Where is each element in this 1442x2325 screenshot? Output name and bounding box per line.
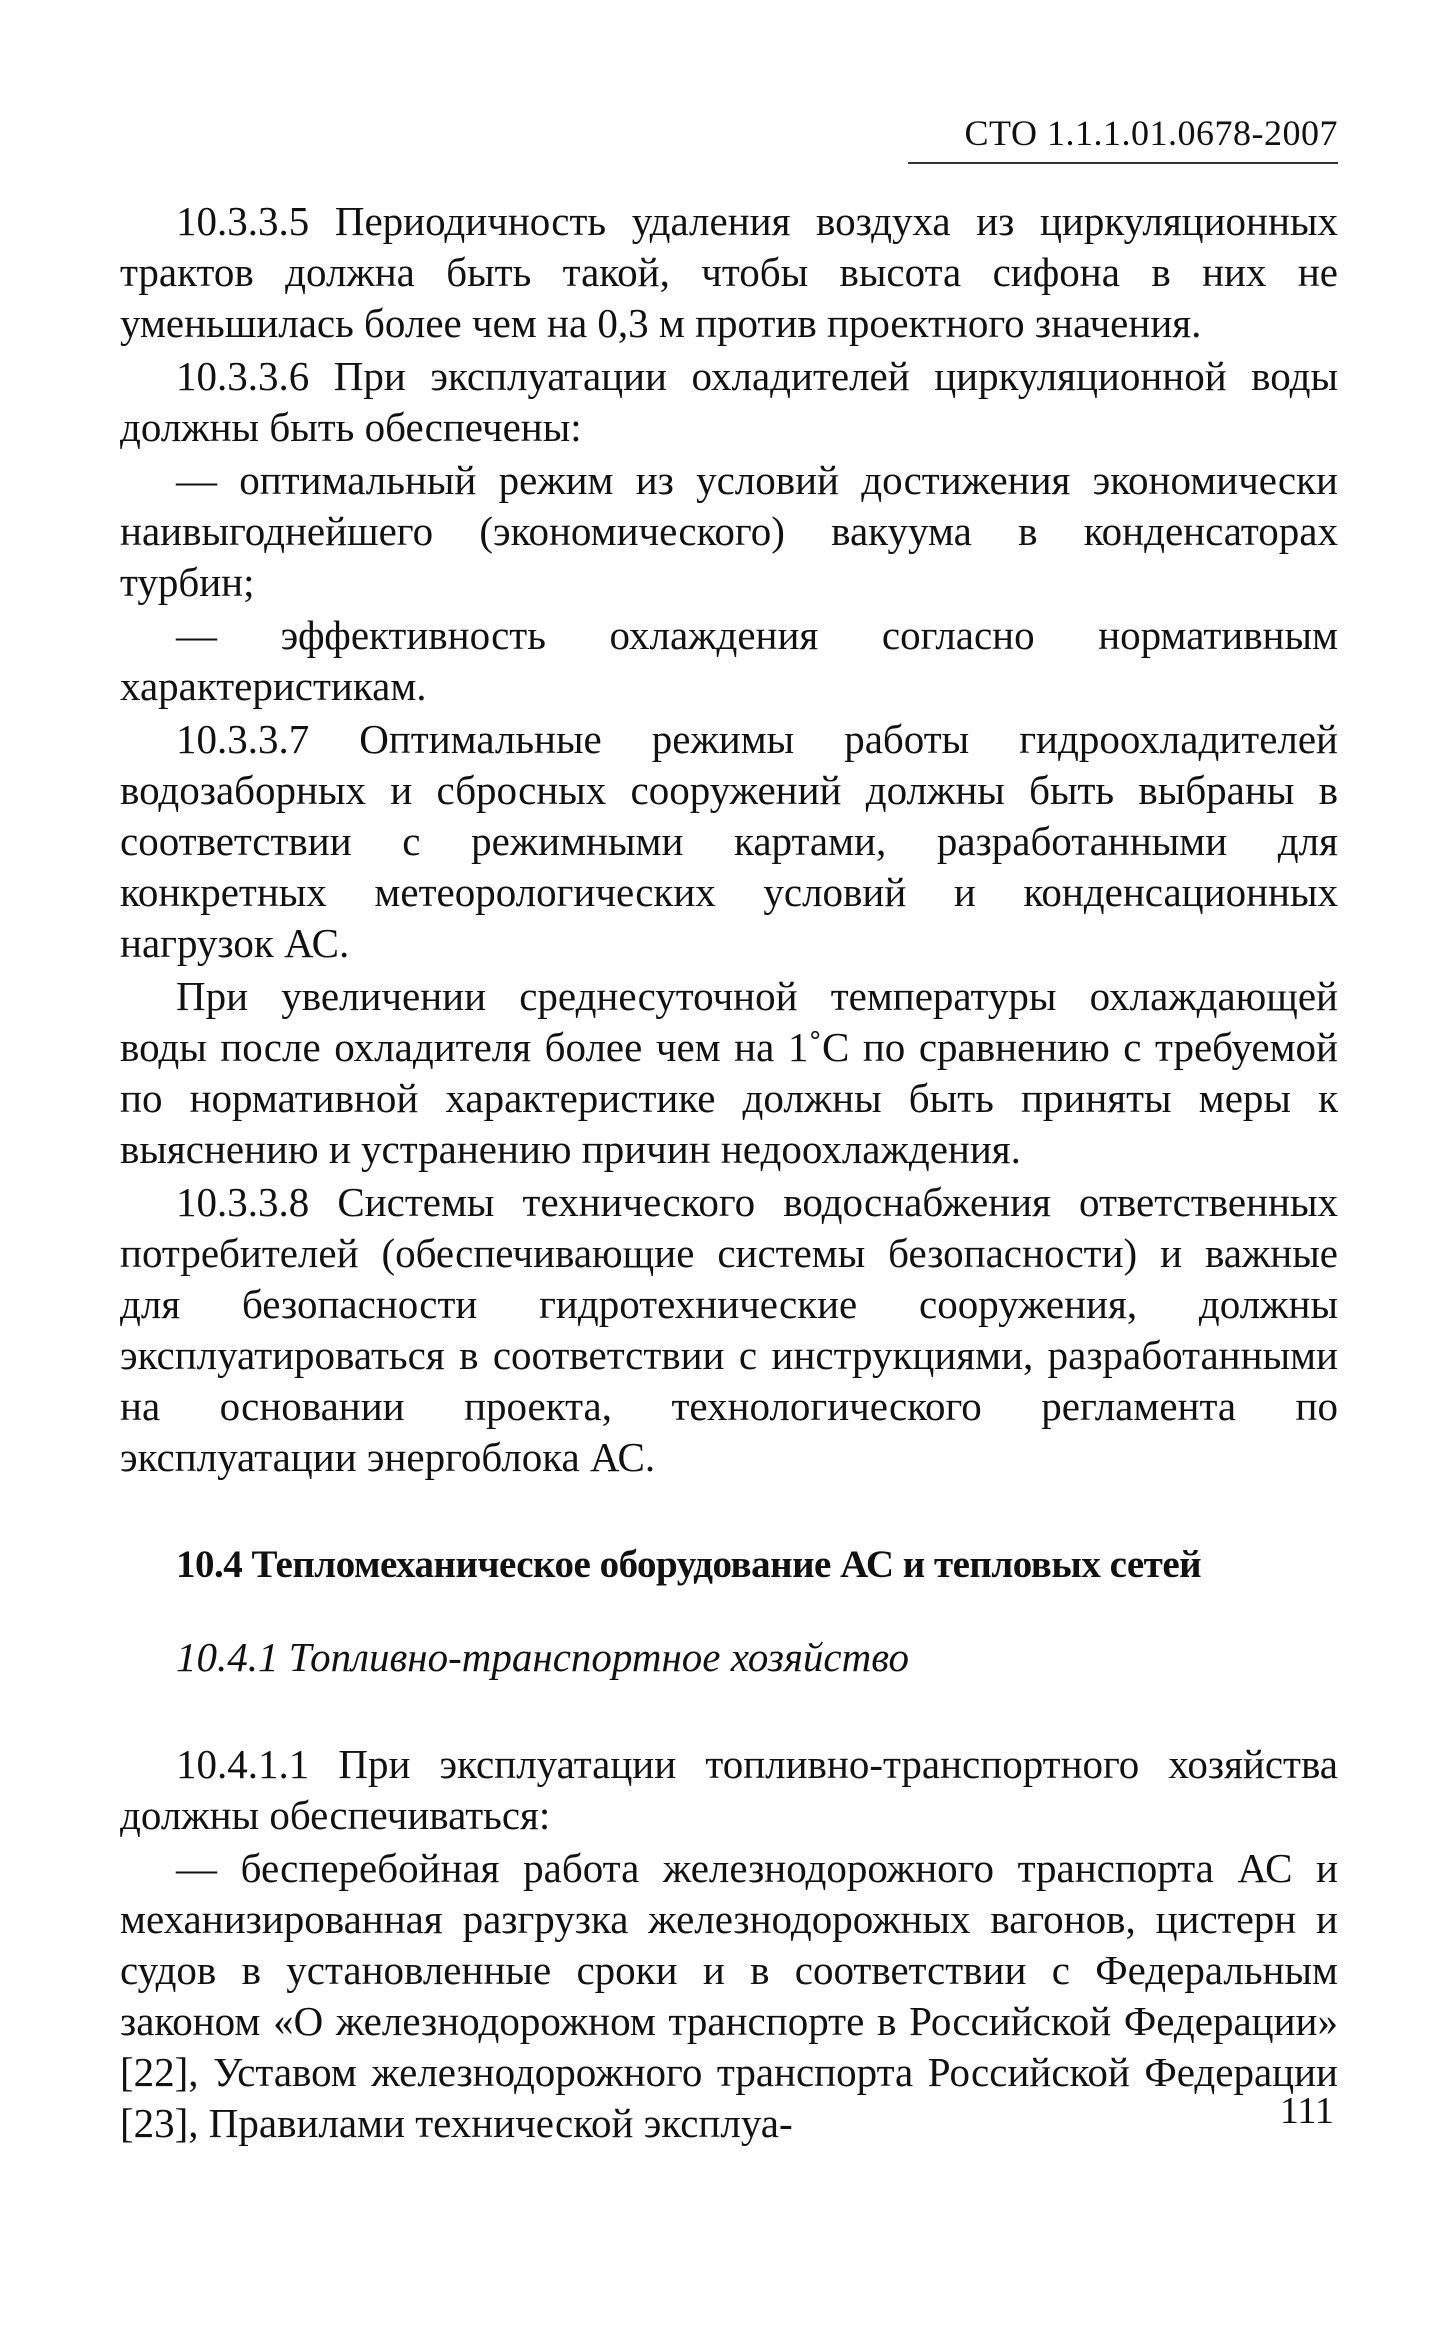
paragraph-10-3-3-7: 10.3.3.7 Оптимальные режимы работы гидроохладителей водозаборных и сбросных сооружений должны быть выбраны в соответствии с режимными картами, разработанными для конкретных метеорологических условий и конденсационных нагрузок АС. [120, 716, 1338, 966]
paragraph-10-4-1-1: 10.4.1.1 При эксплуатации топливно-транспортного хозяйства должны обеспечиваться: [120, 1741, 1338, 1838]
paragraph-temperature-increase: При увеличении среднесуточной температуры охлаждающей воды после охладителя более чем на 1˚С по сравнению с требуемой по нормативной характеристике должны быть приняты меры к выяснению и устранению причин недоохлаждения. [120, 973, 1338, 1172]
list-item-railway-transport: — бесперебойная работа железнодорожного транспорта АС и механизированная разгрузка железнодорожных вагонов, цистерн и судов в установленные сроки и в соответствии с Федеральным законом «О железнодорожном транспорте в Российской Федерации» [22], Уставом железнодорожного транспорта Российской Федерации [23], Правилами технической эксплуа- [120, 1845, 1338, 2146]
section-title: 10.4 Тепломеханическое оборудование АС и тепловых сетей [176, 1543, 1202, 1586]
page-content [120, 196, 1338, 2149]
list-item-optimal-mode: — оптимальный режим из условий достижения экономически наивыгоднейшего (экономического) вакуума в конденсаторах турбин; [120, 457, 1338, 605]
paragraph-10-3-3-6: 10.3.3.6 При эксплуатации охладителей циркуляционной воды должны быть обеспечены: [120, 353, 1338, 450]
subsection-title: 10.4.1 Топливно-транспортное хозяйство [176, 1634, 909, 1680]
header-divider [908, 162, 1338, 164]
list-item-cooling-efficiency: — эффективность охлаждения согласно нормативным характеристикам. [120, 612, 1338, 709]
document-code-header: СТО 1.1.1.01.0678-2007 [964, 113, 1338, 153]
paragraph-10-3-3-8: 10.3.3.8 Системы технического водоснабжения ответственных потребителей (обеспечивающие системы безопасности) и важные для безопасности гидротехнические сооружения, должны эксплуатироваться в соответствии с инструкциями, разработанными на основании проекта, технологического регламента по эксплуатации энергоблока АС. [120, 1179, 1338, 1480]
paragraph-10-3-3-5: 10.3.3.5 Периодичность удаления воздуха из циркуляционных трактов должна быть такой, чтобы высота сифона в них не уменьшилась более чем на 0,3 м против проектного значения. [120, 198, 1338, 346]
page-number: 111 [1279, 2090, 1334, 2132]
